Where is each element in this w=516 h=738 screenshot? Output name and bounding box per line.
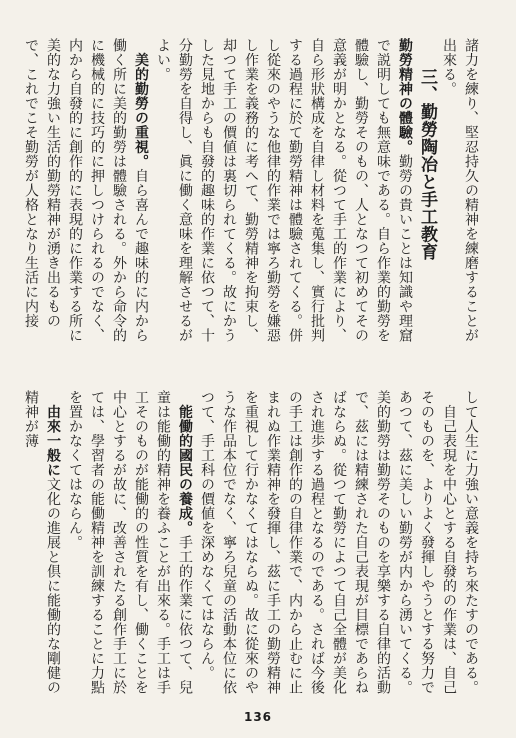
paragraph-self-expression bbox=[196, 390, 460, 708]
term-generally: 由來一般に bbox=[45, 404, 61, 477]
paragraph-generally bbox=[20, 390, 64, 708]
term-aesthetic-labor: 美的勤勞の重視。 bbox=[133, 52, 149, 169]
lower-text-block bbox=[20, 390, 482, 708]
term-active-citizens: 能働的國民の養成。 bbox=[177, 404, 193, 535]
paragraph-continuation: して人生に力強い意義を持ち來たすのである。 bbox=[463, 390, 479, 695]
upper-text-block bbox=[20, 38, 482, 356]
paragraph-text: 手工的作業に依つて、兒童は能働的精神を養ふことが出來る。手工は手工そのものが能働的の性質を有し、働くことを中心とするが故に、改善されたる創作手工に於ては、學習者の能働精神を訓練することに力點を置かなくてはならん。 bbox=[67, 390, 193, 695]
paragraph-labor-experience bbox=[152, 38, 416, 356]
paragraph-active-citizens bbox=[64, 390, 196, 708]
page-number: 136 bbox=[243, 710, 273, 724]
intro-text: 諸力を練り、堅忍持久の精神を練磨することが出來る。 bbox=[441, 38, 479, 343]
paragraph-text: 勤勞の貴いことは知識や理窟で説明しても無意味である。自ら作業的勤勞を體驗し、勤勞そのもの、人となつて初めてその意義が明かとなる。從つて手工的作業により、自ら形狀構成を自律し材料を蒐集し、實行批判する過程に於て勤勞精神は體驗されてくる。併し從來のやうな他律的作業では寧ろ勤勞を嫌惡し作業を義務的に考へて、勤勞精神を拘束し、却つて手工の價値は裏切られてくる。故にかうした見地からも自發的趣味的作業に依つて、十分勤勞を自得し、眞に働く意味を理解させるがよい。 bbox=[155, 38, 413, 343]
paragraph-text: 自己表現を中心とする自發的の作業は、自己そのものを、よりよく發揮しやうとする努力であつて、茲に美しい勤勞が内から湧いてくる。美的勤勞は勤勞そのものを享樂する自律的活動で、茲には精練された自己表現が目標であらねばならぬ。從つて勤勞によつて自己全體が美化され進歩する過程となるのである。されば今後の手工は創作的の自律作業で、内から止むに止まれぬ作業精神を發揮し、茲に手工の勤勞精神を重視して行かなくてはならぬ。故に從來のやうな作品本位でなく、寧ろ兒童の活動本位に依つて、手工科の價値を深めなくてはならん。 bbox=[199, 390, 457, 695]
section-heading: 三、勤勞陶冶と手工教育 bbox=[417, 68, 437, 261]
paragraph-text: 文化の進展と倶に能働的な剛健の精神が薄 bbox=[23, 390, 61, 695]
paragraph-aesthetic-labor bbox=[20, 38, 152, 356]
term-labor-experience: 勤勞精神の體驗。 bbox=[397, 38, 413, 154]
intro-line bbox=[438, 38, 482, 356]
paragraph-text: 自ら喜んで趣味的に内から働く所に美的勤勞は體驗される。外から命令的に機械的に技巧的に押しつけられるのでなく、内から自發的に創作的に表現的に作業する所に美的な力強い生活的勤勞精神が湧き出るもので、これでこそ勤勞が人格となり生活に内接 bbox=[23, 38, 149, 343]
